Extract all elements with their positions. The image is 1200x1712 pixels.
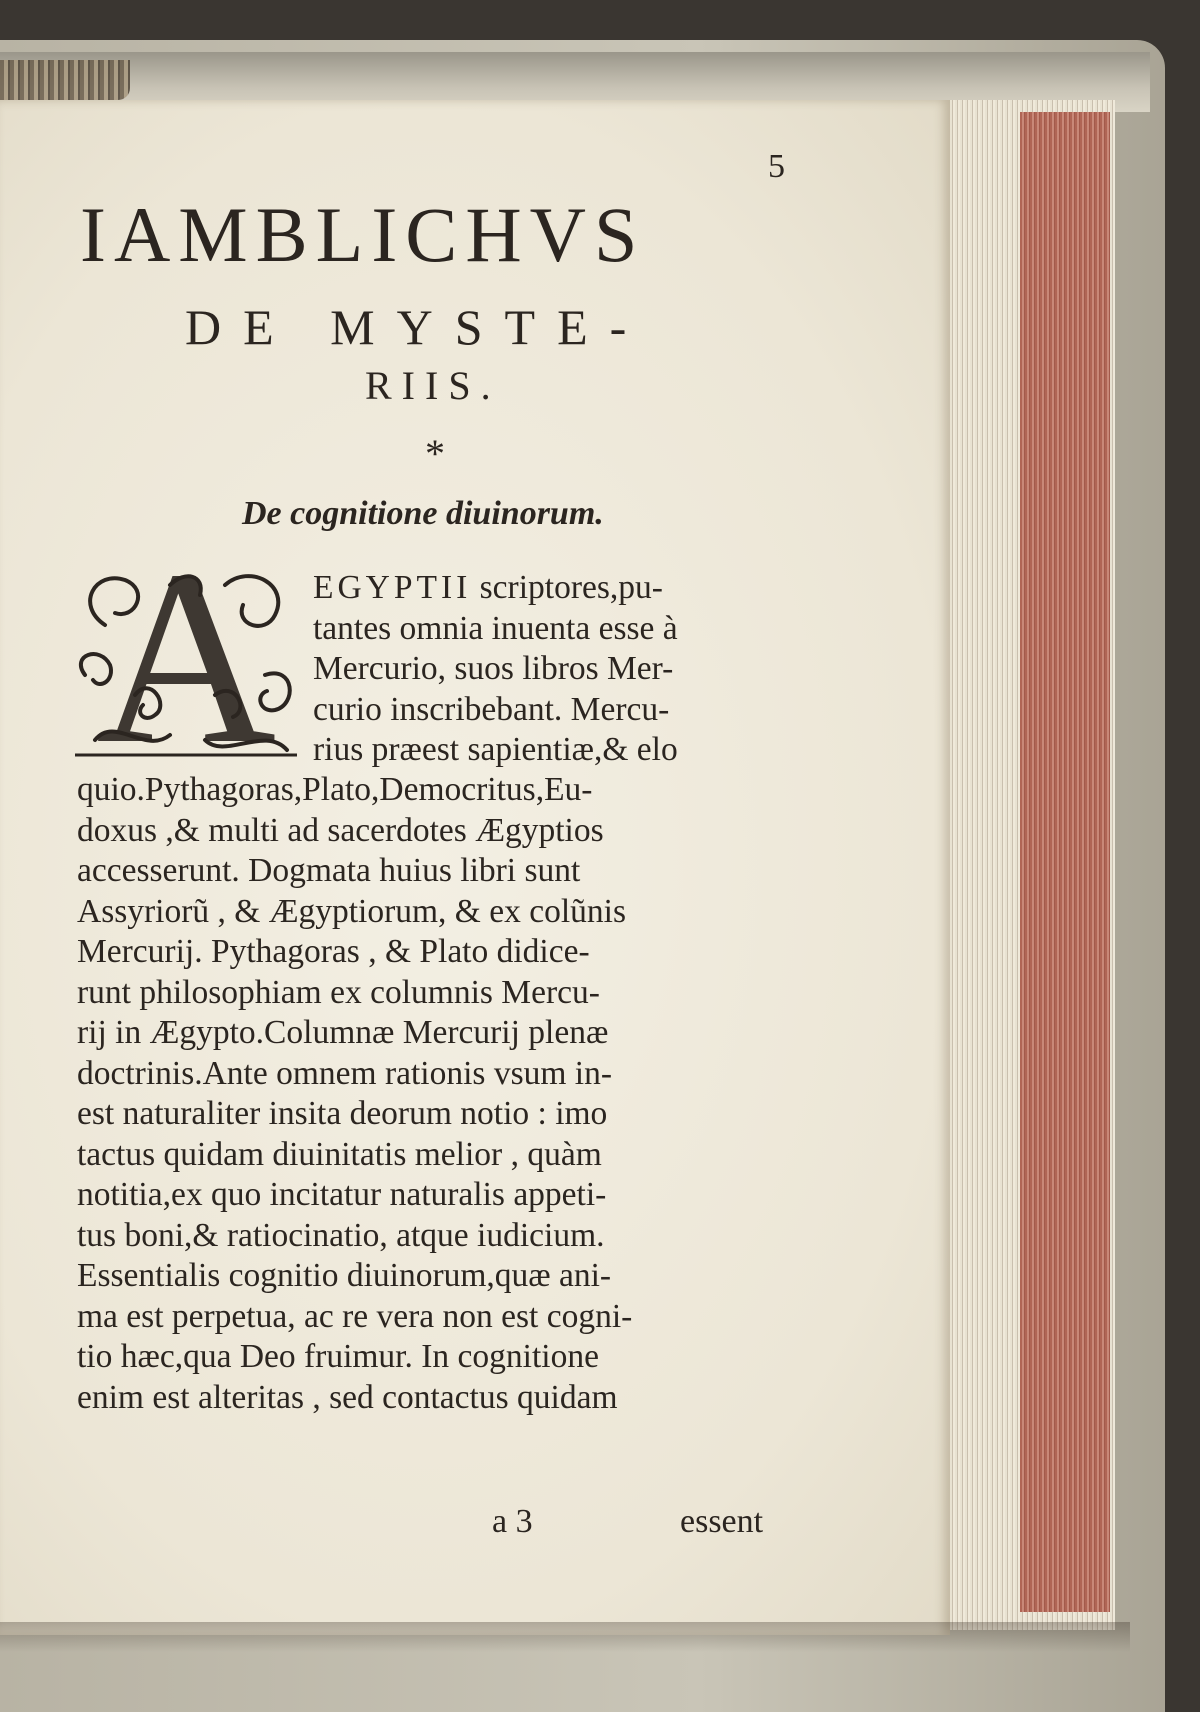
section-heading: De cognitione diuinorum. xyxy=(242,495,604,532)
text-line-2: tantes omnia inuenta esse à xyxy=(313,609,678,647)
text-line-10: Mercurij. Pythagoras , & Plato didice- xyxy=(77,933,590,970)
catchword: essent xyxy=(680,1503,764,1540)
text-line-3: Mercurio, suos libros Mer- xyxy=(313,650,674,687)
text-line-9: Assyriorũ , & Ægyptiorum, & ex colũnis xyxy=(77,892,627,930)
text-line-17: tus boni,& ratiocinatio, atque iudicium. xyxy=(77,1216,605,1254)
indented-text-block xyxy=(313,568,678,771)
text-line-11: runt philosophiam ex columnis Mercu- xyxy=(77,973,600,1011)
page-title: IAMBLICHVS xyxy=(80,191,646,278)
text-line-5: rius præest sapientiæ,& elo xyxy=(313,731,678,768)
subtitle-line-1: DE MYSTE- xyxy=(185,299,649,355)
binding-ribbon xyxy=(0,60,130,100)
signature-mark: a 3 xyxy=(492,1503,533,1540)
ornamental-initial xyxy=(75,519,297,796)
text-line-14: est naturaliter insita deorum notio : imo xyxy=(77,1095,608,1132)
page-number: 5 xyxy=(768,148,785,185)
page-shadow xyxy=(0,1622,1130,1652)
text-line-13: doctrinis.Ante omnem rationis vsum in- xyxy=(77,1054,613,1092)
asterisk-ornament-icon: * xyxy=(425,431,445,476)
main-text-block xyxy=(77,770,632,1418)
text-line-6: quio.Pythagoras,Plato,Democritus,Eu- xyxy=(77,771,593,808)
text-line-19: ma est perpetua, ac re vera non est cogni- xyxy=(77,1297,633,1335)
drop-cap-letter: A xyxy=(95,519,277,796)
text-line-1-rest: scriptores,pu- xyxy=(479,569,663,606)
text-line-7: doxus ,& multi ad sacerdotes Ægyptios xyxy=(77,811,604,849)
first-word: EGYPTII xyxy=(313,569,472,606)
text-line-1 xyxy=(313,568,678,609)
text-line-8: accesserunt. Dogmata huius libri sunt xyxy=(77,852,581,889)
text-line-21: enim est alteritas , sed contactus quidam xyxy=(77,1378,618,1416)
text-line-12: rij in Ægypto.Columnæ Mercurij plenæ xyxy=(77,1014,609,1051)
text-line-4: curio inscribebant. Mercu- xyxy=(313,690,670,728)
text-line-20: tio hæc,qua Deo fruimur. In cognitione xyxy=(77,1338,599,1375)
text-line-16: notitia,ex quo incitatur naturalis appeti- xyxy=(77,1176,607,1213)
subtitle-line-2: RIIS. xyxy=(365,363,501,408)
text-line-18: Essentialis cognitio diuinorum,quæ ani- xyxy=(77,1257,612,1294)
text-line-15: tactus quidam diuinitatis melior , quàm xyxy=(77,1135,602,1173)
red-page-edges xyxy=(1020,112,1110,1612)
